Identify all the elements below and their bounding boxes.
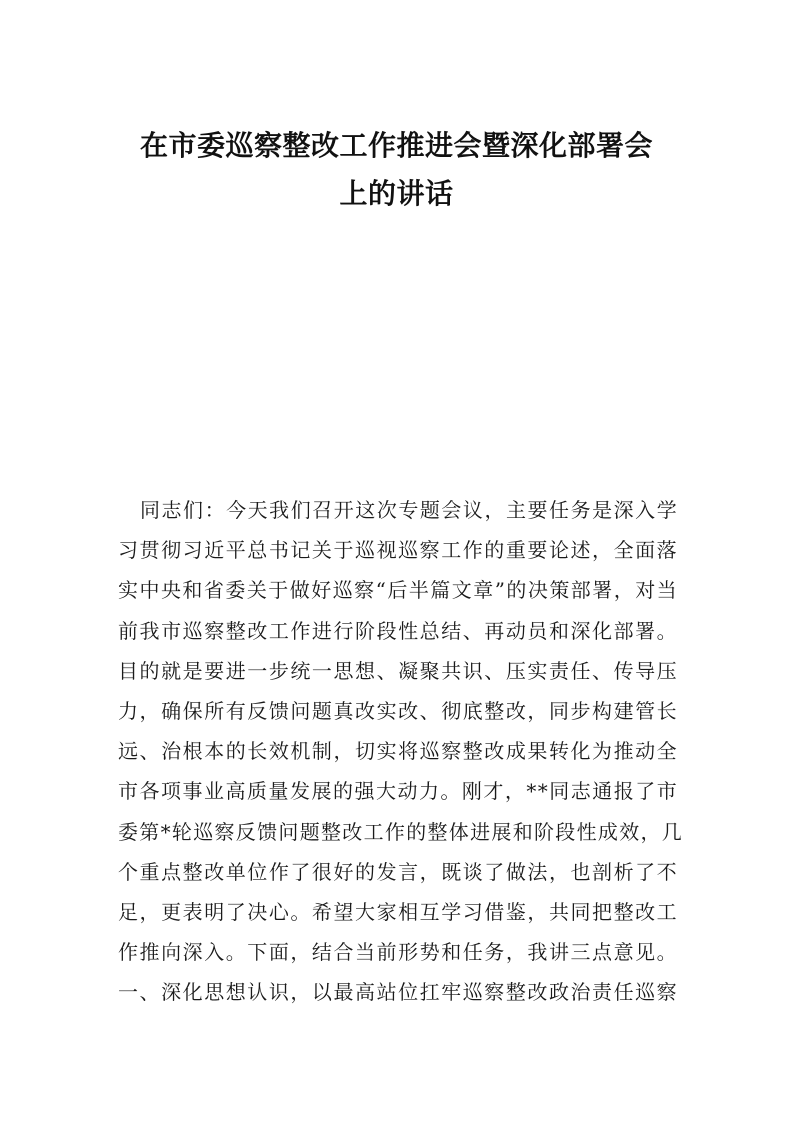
body-line-5: 目的就是要进一步统一思想、凝聚共识、压实责任、传导压 <box>118 658 678 683</box>
body-line-7: 远、治根本的长效机制，切实将巡察整改成果转化为推动全 <box>118 739 678 764</box>
body-line-6: 力，确保所有反馈问题真改实改、彻底整改，同步构建管长 <box>118 699 678 724</box>
body-line-4: 前我市巡察整改工作进行阶段性总结、再动员和深化部署。 <box>118 618 678 643</box>
body-line-10: 个重点整改单位作了很好的发言，既谈了做法，也剖析了不 <box>118 859 678 884</box>
body-line-9: 委第*轮巡察反馈问题整改工作的整体进展和阶段性成效，几 <box>118 819 684 844</box>
body-line-8: 市各项事业高质量发展的强大动力。刚才，**同志通报了市 <box>118 779 678 804</box>
body-line-3: 实中央和省委关于做好巡察“后半篇文章”的决策部署，对当 <box>118 578 678 603</box>
title-line-1: 在市委巡察整改工作推进会暨深化部署会 <box>139 129 653 162</box>
title-line-2: 上的讲话 <box>339 177 454 210</box>
speech-body <box>118 490 684 1013</box>
section-heading-1: 一、深化思想认识，以最高站位扛牢巡察整改政治责任巡察 <box>118 980 678 1005</box>
body-line-11: 足，更表明了决心。希望大家相互学习借鉴，共同把整改工 <box>118 900 678 925</box>
body-line-2: 习贯彻习近平总书记关于巡视巡察工作的重要论述，全面落 <box>118 538 678 563</box>
body-line-1: 同志们：今天我们召开这次专题会议，主要任务是深入学 <box>140 498 678 522</box>
body-line-12: 作推向深入。下面，结合当前形势和任务，我讲三点意见。 <box>118 940 678 965</box>
document-title <box>100 122 693 218</box>
